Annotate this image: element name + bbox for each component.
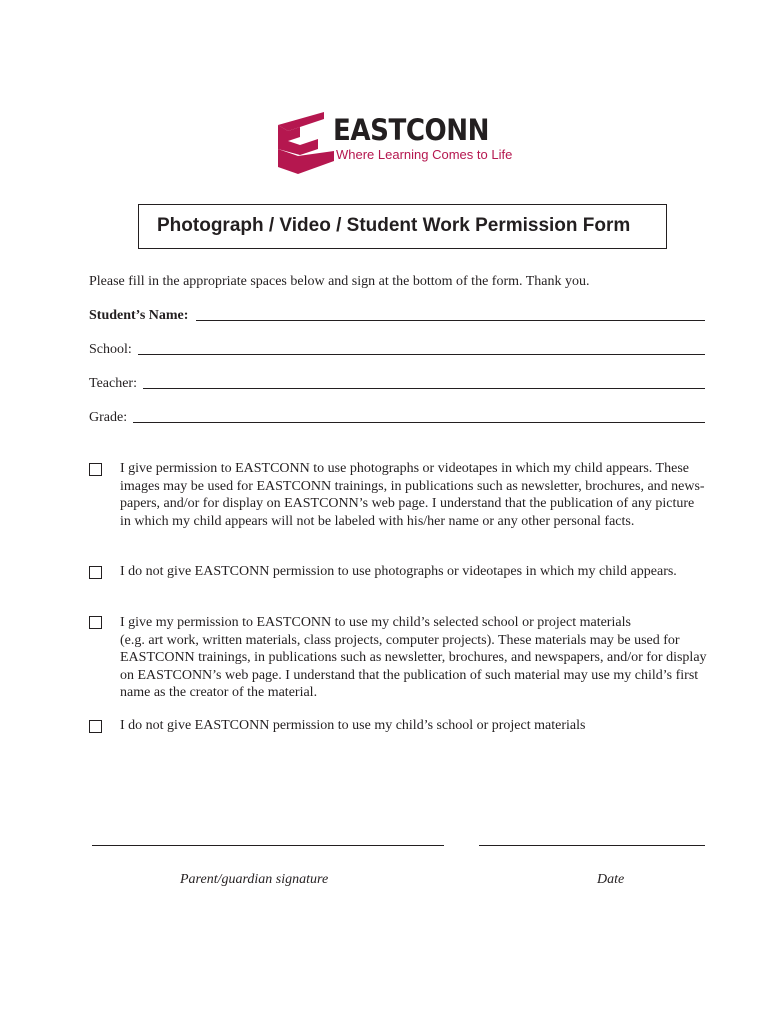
work-denial-checkbox[interactable] [89,720,102,733]
school-label: School: [89,342,132,357]
paragraph-line: name as the creator of the material. [120,685,318,700]
form-title: Photograph / Video / Student Work Permission Form [157,215,631,236]
signature-label: Parent/guardian signature [180,872,329,887]
photo-denial-checkbox[interactable] [89,566,102,579]
grade-field[interactable] [133,422,705,423]
logo-wordmark: EASTCONN [333,113,490,147]
paragraph-line: in which my child appears will not be labeled with his/her name or any other personal facts. [120,513,635,529]
paragraph-line: (e.g. art work, written materials, class projects, computer projects). These materials may be used for [120,632,680,648]
paragraph-line: papers, and/or for display on EASTCONN’s web page. I understand that the publication of any picture [120,496,695,511]
date-label: Date [597,872,625,887]
paragraph-line: images may be used for EASTCONN trainings, in publications such as newsletter, brochures, and news- [120,478,705,494]
photo-denial-text [120,563,677,581]
photo-permission-checkbox[interactable] [89,463,102,476]
paragraph-line: on EASTCONN’s web page. I understand that the publication of such material may use my child’s first [120,667,699,683]
student-name-label: Student’s Name: [89,308,189,323]
photo-permission-text [120,460,705,530]
work-permission-checkbox[interactable] [89,616,102,629]
student-name-field[interactable] [196,320,705,321]
work-denial-text [120,717,585,735]
form-title-box [138,204,667,249]
logo-tagline: Where Learning Comes to Life [336,147,513,162]
paragraph-line: EASTCONN trainings, in publications such as newsletter, brochures, and newspapers, and/or for display [120,650,707,665]
teacher-field[interactable] [143,388,705,389]
paragraph-line: I do not give EASTCONN permission to use photographs or videotapes in which my child appears. [120,564,677,579]
paragraph-line: I give my permission to EASTCONN to use my child’s selected school or project materials [120,615,631,630]
paragraph-line: I give permission to EASTCONN to use photographs or videotapes in which my child appears. These [120,461,689,476]
eastconn-e-logo-icon [276,111,338,175]
teacher-label: Teacher: [89,376,137,391]
work-permission-text [120,614,707,702]
school-field[interactable] [138,354,705,355]
date-field[interactable] [479,845,705,846]
paragraph-line: I do not give EASTCONN permission to use my child’s school or project materials [120,718,586,733]
form-instructions: Please fill in the appropriate spaces below and sign at the bottom of the form. Thank you. [89,274,590,289]
signature-field[interactable] [92,845,444,846]
grade-label: Grade: [89,410,128,425]
